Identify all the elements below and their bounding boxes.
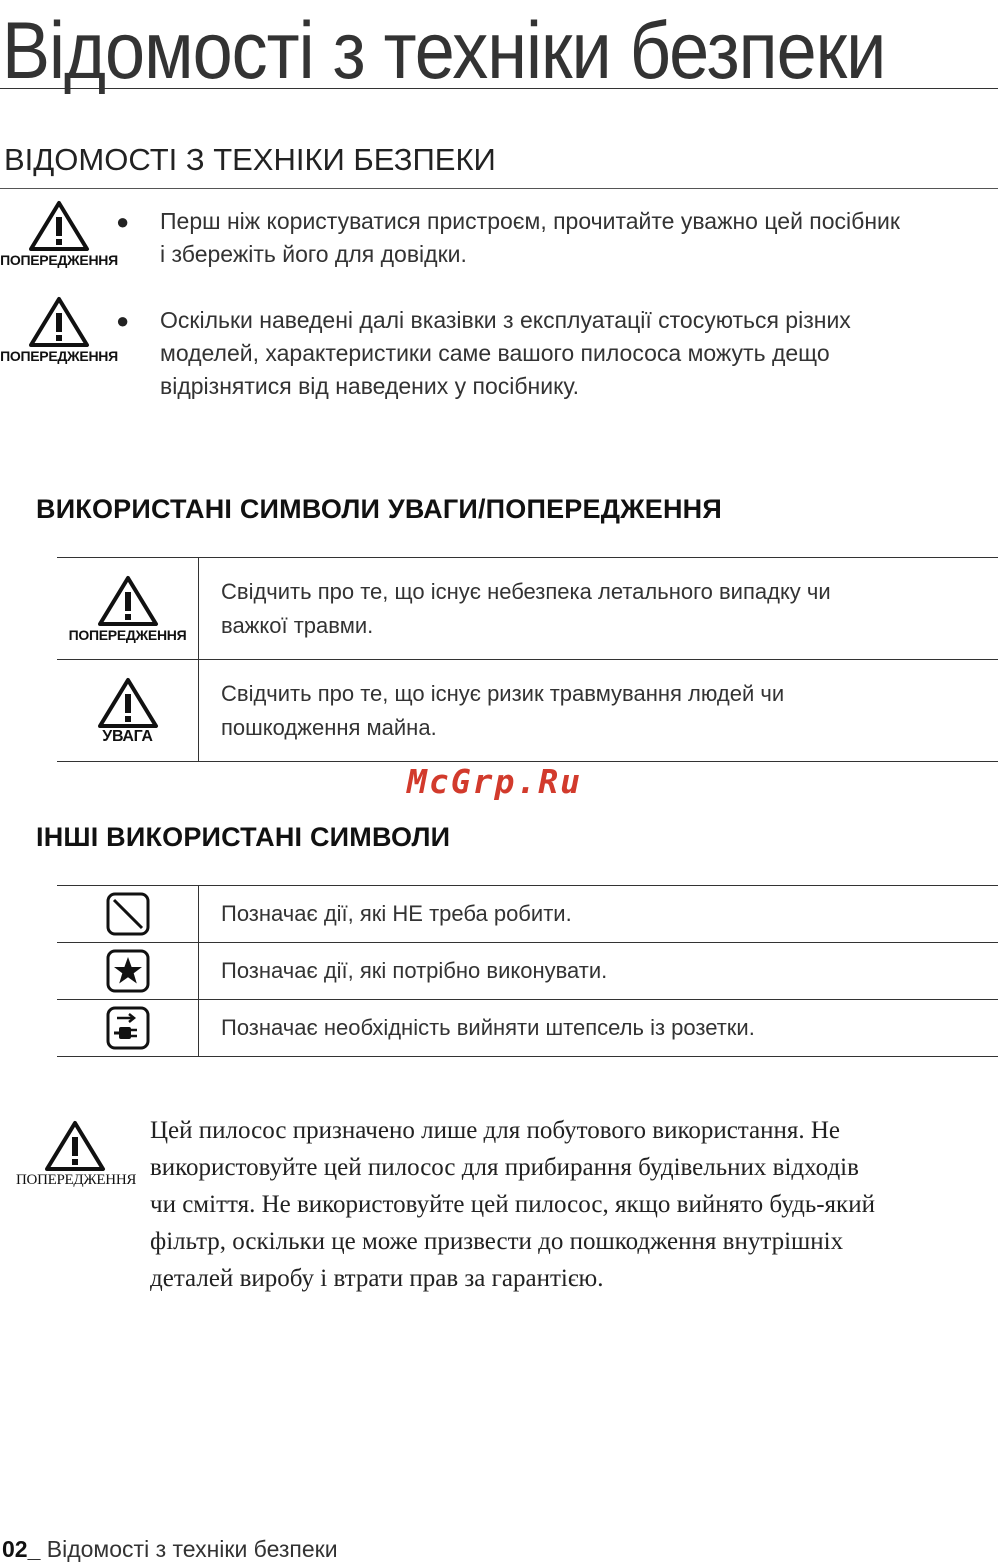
- table-description-cell: [199, 660, 998, 762]
- warning-triangle-icon: [97, 575, 159, 627]
- warning-caption: ПОПЕРЕДЖЕННЯ: [0, 348, 118, 364]
- table-icon-cell: [57, 660, 199, 762]
- caution-caption: УВАГА: [102, 727, 153, 745]
- footer-text: Відомості з техніки безпеки: [40, 1536, 338, 1562]
- section-heading-other-symbols: ІНШІ ВИКОРИСТАНІ СИМВОЛИ: [36, 822, 451, 852]
- warning-symbols-table: [57, 557, 998, 762]
- note-line: Цей пилосос призначено лише для побутового використання. Не: [150, 1117, 841, 1144]
- other-symbols-table: [57, 885, 998, 1057]
- section-heading-safety: ВІДОМОСТІ З ТЕХНІКИ БЕЗПЕКИ: [4, 142, 496, 177]
- section-divider: [0, 188, 998, 189]
- list-item: [116, 304, 996, 403]
- warning-triangle-icon: [28, 296, 90, 348]
- table-description-cell: Позначає дії, які потрібно виконувати.: [199, 943, 998, 1000]
- table-row: [57, 1000, 998, 1057]
- table-description-cell: [199, 558, 998, 660]
- note-line: деталей виробу і втрати прав за гарантією.: [150, 1265, 604, 1292]
- description-line: Свідчить про те, що існує ризик травмування людей чи: [221, 680, 785, 706]
- table-row: [57, 660, 998, 762]
- table-row: [57, 558, 998, 660]
- description-line: пошкодження майна.: [221, 714, 437, 740]
- warning-caption: ПОПЕРЕДЖЕННЯ: [16, 1172, 137, 1188]
- table-icon-cell: [57, 886, 199, 943]
- prohibited-icon: [105, 891, 151, 937]
- caution-triangle-icon: [97, 677, 159, 729]
- list-item-line: моделей, характеристики саме вашого пилососа можуть дещо: [160, 340, 830, 366]
- warning-triangle-icon: [28, 200, 90, 252]
- page-number: 02_: [2, 1536, 41, 1562]
- note-line: використовуйте цей пилосос для прибирання будівельних відходів: [150, 1154, 859, 1181]
- bullet-icon: ●: [116, 308, 130, 333]
- page-title: Відомості з техніки безпеки: [2, 6, 886, 96]
- mandatory-star-icon: [105, 948, 151, 994]
- warning-caption: ПОПЕРЕДЖЕННЯ: [68, 626, 187, 643]
- list-item: [116, 205, 996, 271]
- list-item-line: Перш ніж користуватися пристроєм, прочитайте уважно цей посібник: [160, 208, 900, 234]
- list-item-line: Оскільки наведені далі вказівки з експлуатації стосуються різних: [160, 307, 851, 333]
- table-description-cell: Позначає необхідність вийняти штепсель із розетки.: [199, 1000, 998, 1057]
- warning-symbol: [0, 200, 118, 268]
- warning-triangle-icon: [44, 1120, 106, 1172]
- title-divider: [0, 88, 998, 89]
- page-footer: [2, 1536, 338, 1563]
- note-line: чи сміття. Не використовуйте цей пилосос, якщо вийнято будь-який: [150, 1191, 875, 1218]
- warning-symbol: [0, 296, 118, 364]
- unplug-icon: [105, 1005, 151, 1051]
- list-item-line: відрізнятися від наведених у посібнику.: [160, 373, 579, 399]
- table-row: [57, 943, 998, 1000]
- table-icon-cell: [57, 558, 199, 660]
- table-icon-cell: [57, 1000, 199, 1057]
- list-item-line: і збережіть його для довідки.: [160, 241, 467, 267]
- description-line: важкої травми.: [221, 612, 374, 638]
- warning-symbol: [16, 1120, 137, 1188]
- warning-caption: ПОПЕРЕДЖЕННЯ: [0, 252, 118, 268]
- table-row: [57, 886, 998, 943]
- note-line: фільтр, оскільки це може призвести до пошкодження внутрішніх: [150, 1228, 844, 1255]
- warning-note: [150, 1112, 990, 1297]
- section-heading-warning-symbols: ВИКОРИСТАНІ СИМВОЛИ УВАГИ/ПОПЕРЕДЖЕННЯ: [36, 494, 722, 524]
- bullet-icon: ●: [116, 209, 130, 234]
- table-icon-cell: [57, 943, 199, 1000]
- description-line: Свідчить про те, що існує небезпека летального випадку чи: [221, 578, 831, 604]
- watermark-text: McGrp.Ru: [407, 762, 582, 801]
- table-description-cell: Позначає дії, які НЕ треба робити.: [199, 886, 998, 943]
